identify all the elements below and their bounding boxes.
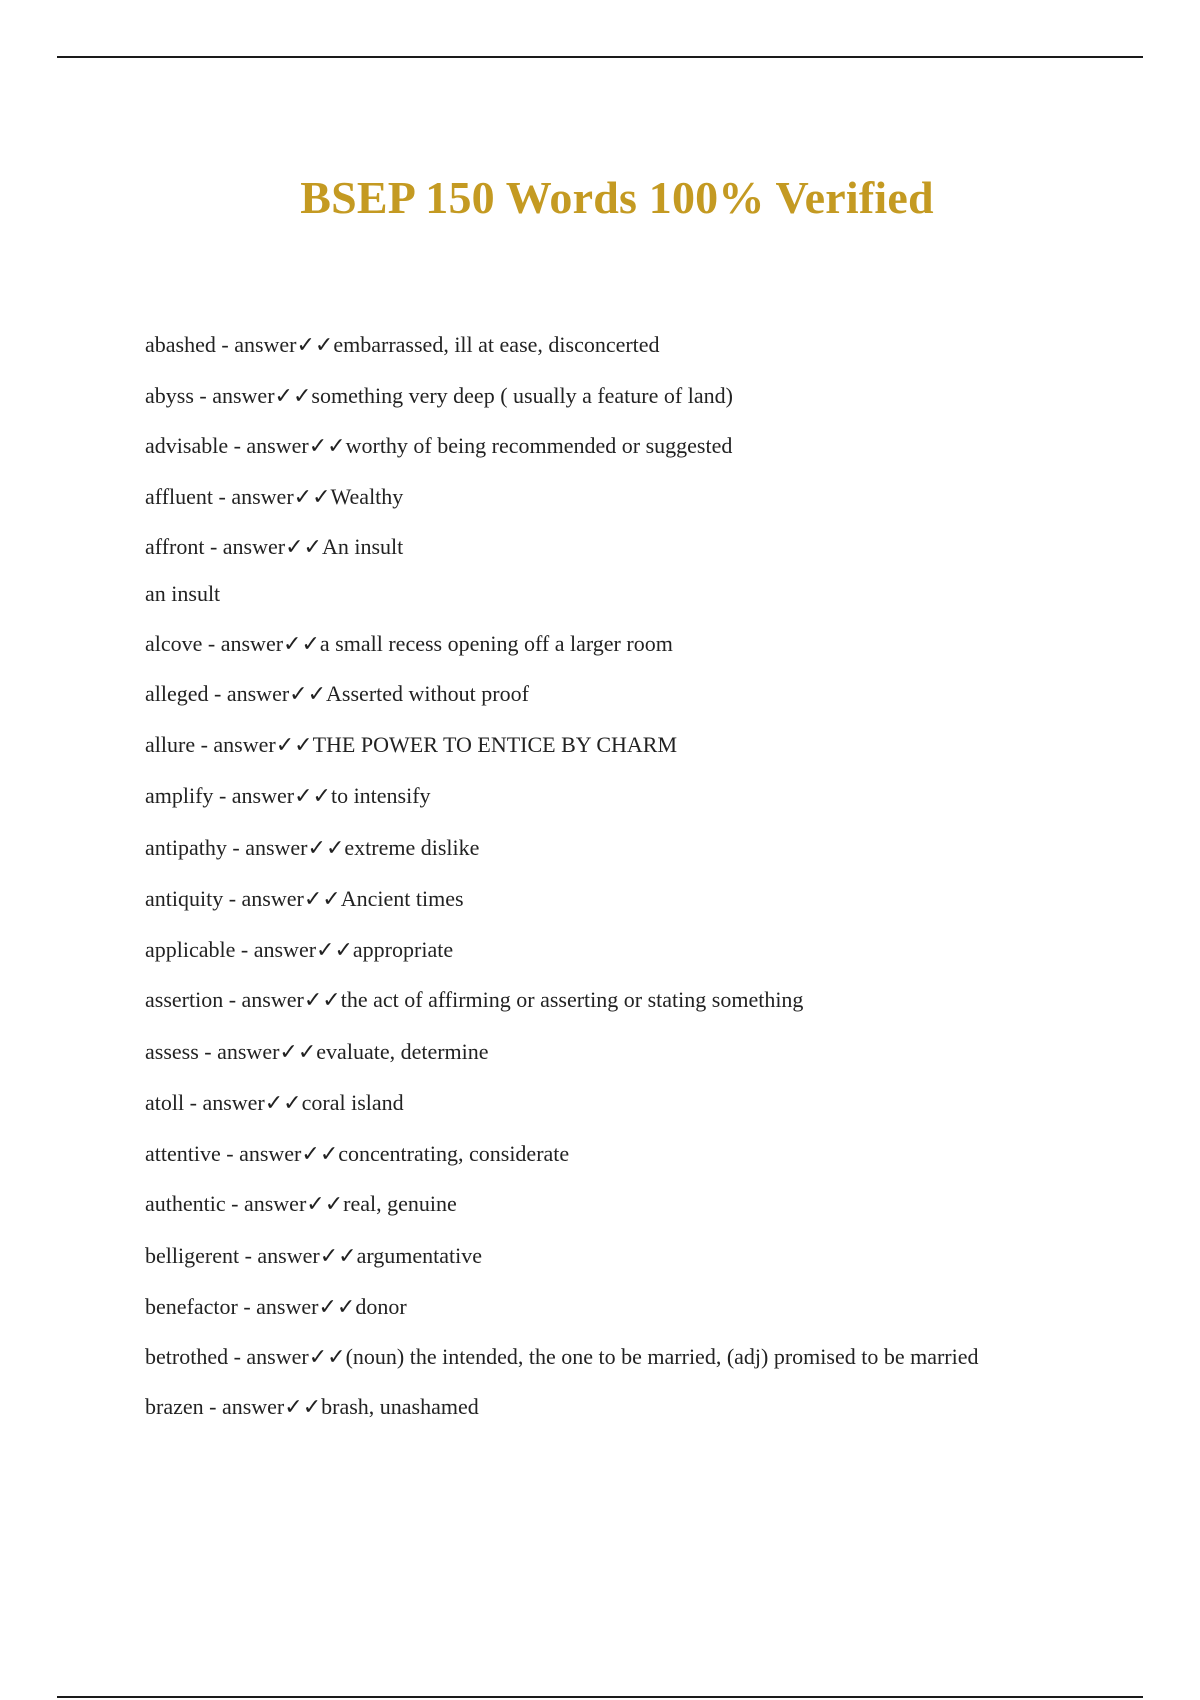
- answer-label: answer: [257, 1243, 320, 1268]
- entry-definition: (noun) the intended, the one to be married, (adj) promised to be married: [345, 1344, 979, 1369]
- entry-term: assertion: [145, 987, 224, 1012]
- entry-definition: An insult: [321, 534, 404, 559]
- vocabulary-entry: [145, 1139, 569, 1170]
- entry-term: allure: [145, 732, 196, 757]
- entry-separator: -: [193, 383, 213, 408]
- double-check-icon: ✓✓: [293, 485, 331, 510]
- answer-label: answer: [217, 1039, 280, 1064]
- entry-term: amplify: [145, 783, 214, 808]
- answer-label: answer: [222, 534, 286, 559]
- entry-term: belligerent: [145, 1243, 240, 1268]
- entry-term: atoll: [145, 1090, 185, 1115]
- vocabulary-entry: [145, 985, 803, 1016]
- entry-term: advisable: [145, 433, 229, 458]
- entry-definition: to intensify: [330, 783, 431, 808]
- double-check-icon: ✓✓: [294, 784, 331, 809]
- double-check-icon: ✓✓: [303, 887, 341, 912]
- entry-separator: -: [237, 1294, 257, 1319]
- entry-separator: -: [235, 937, 254, 962]
- entry-term: brazen: [145, 1394, 204, 1419]
- answer-label: answer: [220, 631, 284, 656]
- vocabulary-entry: [145, 482, 403, 513]
- entry-term: alleged: [145, 681, 209, 706]
- answer-label: answer: [212, 383, 275, 408]
- vocabulary-entry: [145, 431, 732, 462]
- entry-definition: brash, unashamed: [321, 1394, 479, 1419]
- vocabulary-entry: [145, 330, 660, 361]
- entry-separator: -: [220, 1141, 240, 1166]
- entry-definition: extreme dislike: [344, 835, 480, 860]
- vocabulary-entry: [145, 629, 673, 660]
- entry-definition: the act of affirming or asserting or stating something: [340, 987, 804, 1012]
- answer-label: answer: [241, 886, 304, 911]
- vocabulary-entry: [145, 532, 403, 563]
- vocabulary-entry: [145, 1241, 482, 1272]
- entry-separator: -: [208, 681, 227, 706]
- entry-definition: Wealthy: [330, 484, 404, 509]
- entry-definition: real, genuine: [343, 1191, 457, 1216]
- vocabulary-entry: [145, 730, 677, 761]
- double-check-icon: ✓✓: [285, 535, 322, 560]
- entry-term: attentive: [145, 1141, 221, 1166]
- entry-definition: Ancient times: [340, 886, 464, 911]
- answer-label: answer: [213, 732, 276, 757]
- top-rule: [57, 56, 1143, 58]
- double-check-icon: ✓✓: [318, 1295, 356, 1320]
- entry-separator: -: [228, 1344, 247, 1369]
- entry-definition: something very deep ( usually a feature of land): [311, 383, 733, 408]
- entry-definition: donor: [355, 1294, 407, 1319]
- entry-term: abashed: [145, 332, 216, 357]
- double-check-icon: ✓✓: [308, 434, 346, 459]
- continuation-text: an insult: [145, 581, 221, 606]
- entry-separator: -: [225, 1191, 244, 1216]
- answer-label: answer: [253, 937, 317, 962]
- entry-separator: -: [223, 886, 242, 911]
- entry-separator: -: [202, 631, 221, 656]
- answer-label: answer: [231, 484, 294, 509]
- bottom-rule: [57, 1696, 1143, 1698]
- double-check-icon: ✓✓: [275, 733, 313, 758]
- entry-definition: argumentative: [356, 1243, 483, 1268]
- vocabulary-entry: [145, 381, 733, 412]
- continuation-line: [145, 579, 220, 609]
- entry-separator: -: [204, 534, 223, 559]
- double-check-icon: ✓✓: [316, 938, 353, 963]
- answer-label: answer: [202, 1090, 265, 1115]
- entry-term: betrothed: [145, 1344, 229, 1369]
- double-check-icon: ✓✓: [296, 333, 334, 358]
- entry-separator: -: [226, 835, 246, 860]
- entry-definition: concentrating, considerate: [338, 1141, 570, 1166]
- entry-term: applicable: [145, 937, 236, 962]
- double-check-icon: ✓✓: [319, 1244, 357, 1269]
- double-check-icon: ✓✓: [303, 988, 341, 1013]
- double-check-icon: ✓✓: [308, 1345, 346, 1370]
- entry-term: abyss: [145, 383, 194, 408]
- double-check-icon: ✓✓: [279, 1040, 317, 1065]
- answer-label: answer: [234, 332, 297, 357]
- entry-separator: -: [223, 987, 242, 1012]
- double-check-icon: ✓✓: [301, 1142, 339, 1167]
- entry-definition: a small recess opening off a larger room: [319, 631, 673, 656]
- entry-term: authentic: [145, 1191, 226, 1216]
- double-check-icon: ✓✓: [289, 682, 327, 707]
- vocabulary-entry: [145, 833, 479, 864]
- vocabulary-entry: [145, 1342, 979, 1373]
- entry-separator: -: [213, 484, 232, 509]
- answer-label: answer: [239, 1141, 302, 1166]
- entry-separator: -: [184, 1090, 203, 1115]
- answer-label: answer: [231, 783, 295, 808]
- vocabulary-entry: [145, 884, 464, 915]
- answer-label: answer: [226, 681, 290, 706]
- entry-term: affluent: [145, 484, 214, 509]
- entry-definition: Asserted without proof: [326, 681, 529, 706]
- entry-definition: appropriate: [352, 937, 454, 962]
- document-title: BSEP 150 Words 100% Verified: [300, 172, 934, 223]
- vocabulary-entry: [145, 1037, 489, 1068]
- double-check-icon: ✓✓: [284, 1395, 322, 1420]
- entry-separator: -: [228, 433, 247, 458]
- vocabulary-entry: [145, 1189, 457, 1220]
- vocabulary-entry: [145, 1292, 407, 1323]
- entry-separator: -: [239, 1243, 258, 1268]
- double-check-icon: ✓✓: [264, 1091, 302, 1116]
- entry-term: antiquity: [145, 886, 224, 911]
- entry-separator: -: [203, 1394, 222, 1419]
- entry-separator: -: [213, 783, 232, 808]
- entry-separator: -: [198, 1039, 218, 1064]
- double-check-icon: ✓✓: [274, 384, 312, 409]
- entry-definition: evaluate, determine: [316, 1039, 489, 1064]
- answer-label: answer: [221, 1394, 285, 1419]
- double-check-icon: ✓✓: [283, 632, 320, 657]
- entry-definition: worthy of being recommended or suggested: [345, 433, 733, 458]
- vocabulary-entry: [145, 781, 431, 812]
- entry-term: affront: [145, 534, 205, 559]
- vocabulary-entry: [145, 935, 453, 966]
- vocabulary-entry: [145, 679, 529, 710]
- entry-term: alcove: [145, 631, 203, 656]
- double-check-icon: ✓✓: [307, 836, 345, 861]
- entry-term: assess: [145, 1039, 199, 1064]
- answer-label: answer: [256, 1294, 319, 1319]
- answer-label: answer: [243, 1191, 307, 1216]
- entry-term: antipathy: [145, 835, 227, 860]
- entry-definition: THE POWER TO ENTICE BY CHARM: [312, 732, 678, 757]
- entry-definition: embarrassed, ill at ease, disconcerted: [333, 332, 660, 357]
- entry-term: benefactor: [145, 1294, 238, 1319]
- double-check-icon: ✓✓: [306, 1192, 344, 1217]
- answer-label: answer: [241, 987, 304, 1012]
- entry-separator: -: [195, 732, 214, 757]
- entry-separator: -: [215, 332, 235, 357]
- entry-definition: coral island: [301, 1090, 404, 1115]
- vocabulary-entry: [145, 1392, 479, 1423]
- answer-label: answer: [246, 433, 309, 458]
- vocabulary-entry: [145, 1088, 404, 1119]
- answer-label: answer: [245, 835, 308, 860]
- answer-label: answer: [246, 1344, 309, 1369]
